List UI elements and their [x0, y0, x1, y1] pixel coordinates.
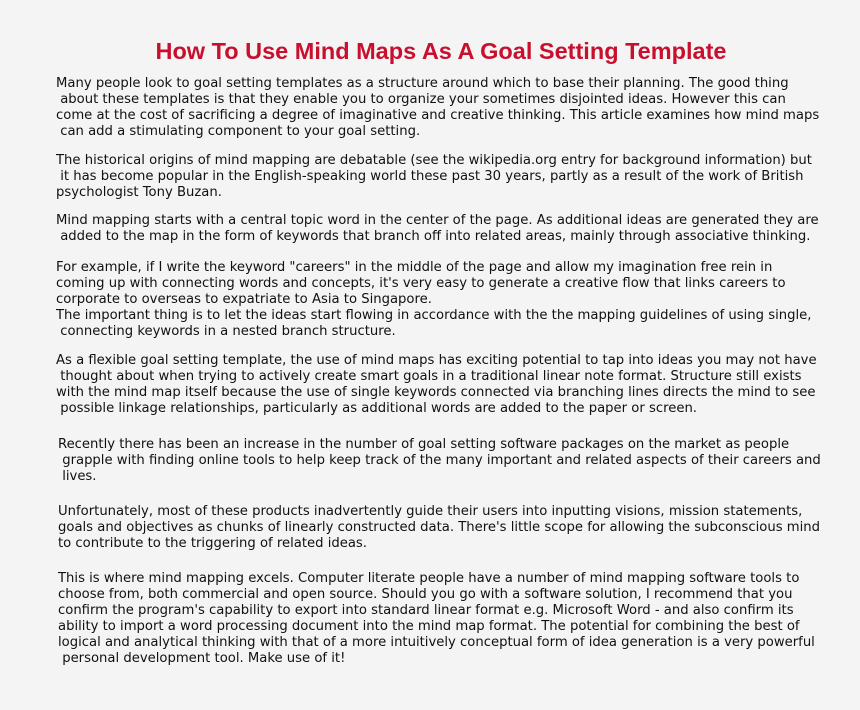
- paragraph-example: For example, if I write the keyword "careers" in the middle of the page and allow my imagination free rein in coming up with connecting words and concepts, it's very easy to generate a creative flow that links careers to corporate to overseas to expatriate to Asia to Singapore. The important thing is to let the ideas start flowing in accordance with the the mapping guidelines of using single, connecting keywords in a nested branch structure.: [56, 260, 812, 339]
- paragraph-intro: Many people look to goal setting templates as a structure around which to base their planning. The good thing about these templates is that they enable you to organize your sometimes disjointed ideas. However this can come at the cost of sacrificing a degree of imaginative and creative thinking. This article examines how mind maps can add a stimulating component to your goal setting.: [56, 76, 820, 139]
- paragraph-software-packages: Recently there has been an increase in the number of goal setting software packages on the market as people grapple with finding online tools to help keep track of the many important and related aspects of their careers and lives.: [58, 437, 821, 484]
- paragraph-origins: The historical origins of mind mapping are debatable (see the wikipedia.org entry for background information) but it has become popular in the English-speaking world these past 30 years, partly as a result of the work of British psychologist Tony Buzan.: [56, 153, 812, 200]
- paragraph-central-topic: Mind mapping starts with a central topic word in the center of the page. As additional ideas are generated they are added to the map in the form of keywords that branch off into related areas, mainly through associative thinking.: [56, 213, 819, 244]
- paragraph-flexible-template: As a flexible goal setting template, the use of mind maps has exciting potential to tap into ideas you may not have thought about when trying to actively create smart goals in a traditional linear note format. Structure still exists with the mind map itself because the use of single keywords connected via branching lines directs the mind to see possible linkage relationships, particularly as additional words are added to the paper or screen.: [56, 353, 817, 416]
- paragraph-unfortunately: Unfortunately, most of these products inadvertently guide their users into inputting visions, mission statements, goals and objectives as chunks of linearly constructed data. There's little scope for allowing the subconscious mind to contribute to the triggering of related ideas.: [58, 504, 821, 551]
- article-title: How To Use Mind Maps As A Goal Setting Template: [155, 38, 727, 64]
- paragraph-mind-mapping-excels: This is where mind mapping excels. Computer literate people have a number of mind mapping software tools to choose from, both commercial and open source. Should you go with a software solution, I recommend that you confirm the program's capability to export into standard linear format e.g. Microsoft Word - and also confirm its ability to import a word processing document into the mind map format. The potential for combining the best of logical and analytical thinking with that of a more intuitively conceptual form of idea generation is a very powerful personal development tool. Make use of it!: [58, 571, 815, 666]
